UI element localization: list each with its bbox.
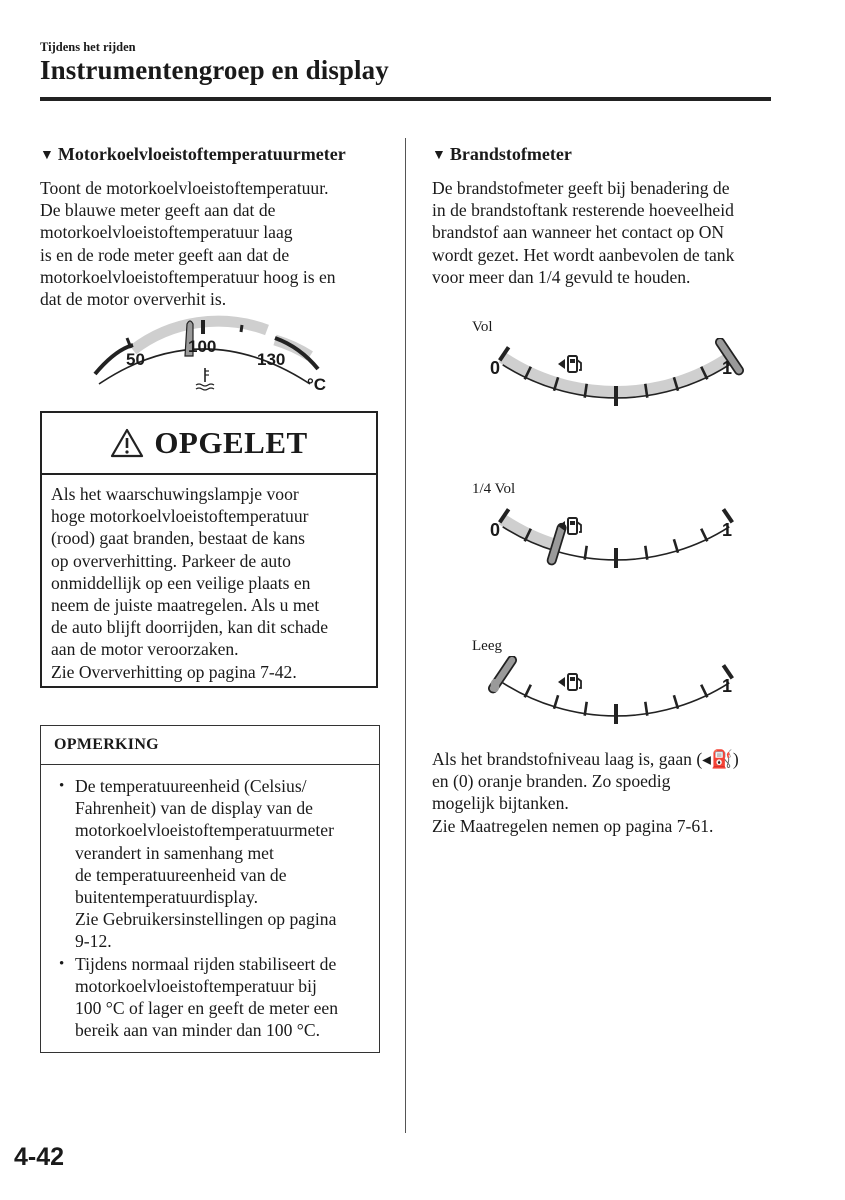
text-line: Als het waarschuwingslampje voor [51,484,299,504]
text-line: hoge motorkoelvloeistoftemperatuur [51,506,309,527]
text-line: in de brandstoftank resterende hoeveelheid [432,200,734,221]
fuel-label-empty: 0 [490,676,501,696]
warning-triangle-icon [110,428,144,458]
fuel-pump-window [570,359,575,363]
text-line: Fahrenheit) van de display van de [75,798,313,819]
note-box [40,725,380,1053]
section-label: Tijdens het rijden [40,40,136,54]
text-line: Zie Oververhitting op pagina 7-42. [51,661,297,682]
fuel-gauge-graphic [486,656,746,746]
fuel-label-full: 1 [722,520,733,540]
triangle-bullet-icon: ▼ [40,148,54,163]
note-item [41,775,379,953]
fuel-label-empty: 0 [490,520,501,540]
fuel-gauge-tick [525,685,531,698]
fuel-pump-icon [558,674,581,690]
temperature-gauge [85,312,345,398]
text-line: dat de motor oververhit is. [40,289,227,310]
title-rule [40,97,771,101]
fuel-gauge-empty [486,656,746,746]
text-line: neem de juiste maatregelen. Als u met [51,595,320,616]
fuel-pump-arrow [558,359,565,369]
text-line: 100 °C of lager en geeft de meter een [75,998,339,1019]
caution-header [42,413,376,475]
text-line: de auto blijft doorrijden, kan dit schade [51,617,329,638]
page-title: Instrumentengroep en display [40,55,389,85]
text-line: op oververhitting. Parkeer de auto [51,550,291,571]
text-line: brandstof aan wanneer het contact op ON [432,222,725,243]
fuel-pump-icon [558,356,581,372]
text-line: aan de motor veroorzaken. [51,639,239,660]
text-line: buitentemperatuurdisplay. [75,887,259,908]
text-line: en (0) oranje branden. Zo spoedig [432,771,671,792]
fuel-pump-body [568,356,577,372]
note-item [41,953,379,1042]
gauge-label-50: 50 [126,350,145,369]
page-number: 4-42 [14,1143,65,1171]
text-line: 9-12. [75,931,112,952]
fuel-gauge-graphic [486,500,746,590]
fuel-gauge-caption-empty: Leeg [472,638,502,654]
text-line: bereik aan van minder dan 100 °C. [75,1020,320,1041]
fuel-label-full: 1 [722,676,733,696]
text-line: Toont de motorkoelvloeistoftemperatuur. [40,178,329,198]
text-line: is en de rode meter geeft aan dat de [40,244,290,265]
note-list [41,775,379,1041]
gauge-tick [241,325,242,332]
text-line: (rood) gaat branden, bestaat de kans [51,528,306,549]
text-line: Zie Maatregelen nemen op pagina 7-61. [432,815,714,836]
caution-text [42,475,376,683]
gauge-unit: °C [307,375,327,394]
fuel-pump-body [568,518,577,534]
temp-meter-heading-text: Motorkoelvloeistoftemperatuurmeter [57,144,346,164]
text-line: De blauwe meter geeft aan dat de [40,200,276,221]
text-line: Als het brandstofniveau laag is, gaan (◂⛽) [432,749,739,769]
fuel-label-full: 1 [722,358,733,378]
fuel-meter-heading-text: Brandstofmeter [449,144,572,164]
fuel-pump-arrow [558,677,565,687]
text-line: de temperatuureenheid van de [75,864,287,885]
text-line: motorkoelvloeistoftemperatuurmeter [75,820,334,841]
fuel-pump-window [570,521,575,525]
fuel-pump-window [570,677,575,681]
caution-box [40,411,378,688]
column-divider [405,138,406,1133]
fuel-gauge-quarter [486,500,746,590]
fuel-gauge-tick [701,685,707,698]
gauge-label-130: 130 [257,350,286,369]
text-line: • Tijdens normaal rijden stabiliseert de [75,953,337,974]
fuel-gauge-caption-full: Vol [472,319,493,335]
text-line: mogelijk bijtanken. [432,793,569,814]
fuel-gauge-graphic [486,338,746,428]
text-line: Zie Gebruikersinstellingen op pagina [75,909,337,930]
temp-meter-intro [40,177,385,310]
text-line: motorkoelvloeistoftemperatuur bij [75,975,317,996]
caution-title: OPGELET [154,425,308,460]
fuel-pump-body [568,674,577,690]
text-line: motorkoelvloeistoftemperatuur laag [40,222,293,243]
text-line: wordt gezet. Het wordt aanbevolen de tank [432,244,735,265]
fuel-gauge-full [486,338,746,428]
fuel-meter-heading [432,144,572,165]
coolant-temperature-icon [196,368,214,390]
text-line: De brandstofmeter geeft bij benadering de [432,178,730,198]
fuel-gauge-caption-quarter: 1/4 Vol [472,481,516,497]
note-title: OPMERKING [41,726,379,765]
fuel-label-empty: 0 [490,358,501,378]
fuel-gauge-tick [701,529,707,542]
text-line: motorkoelvloeistoftemperatuur hoog is en [40,266,336,287]
fuel-meter-intro [432,177,777,288]
gauge-label-100: 100 [188,337,217,356]
temp-meter-heading [40,144,346,165]
triangle-bullet-icon: ▼ [432,148,446,163]
text-line: • De temperatuureenheid (Celsius/ [75,776,307,796]
text-line: verandert in samenhang met [75,842,274,863]
text-line: voor meer dan 1/4 gevuld te houden. [432,266,691,287]
fuel-meter-footer [432,748,777,837]
text-line: onmiddellijk op een veilige plaats en [51,572,311,593]
